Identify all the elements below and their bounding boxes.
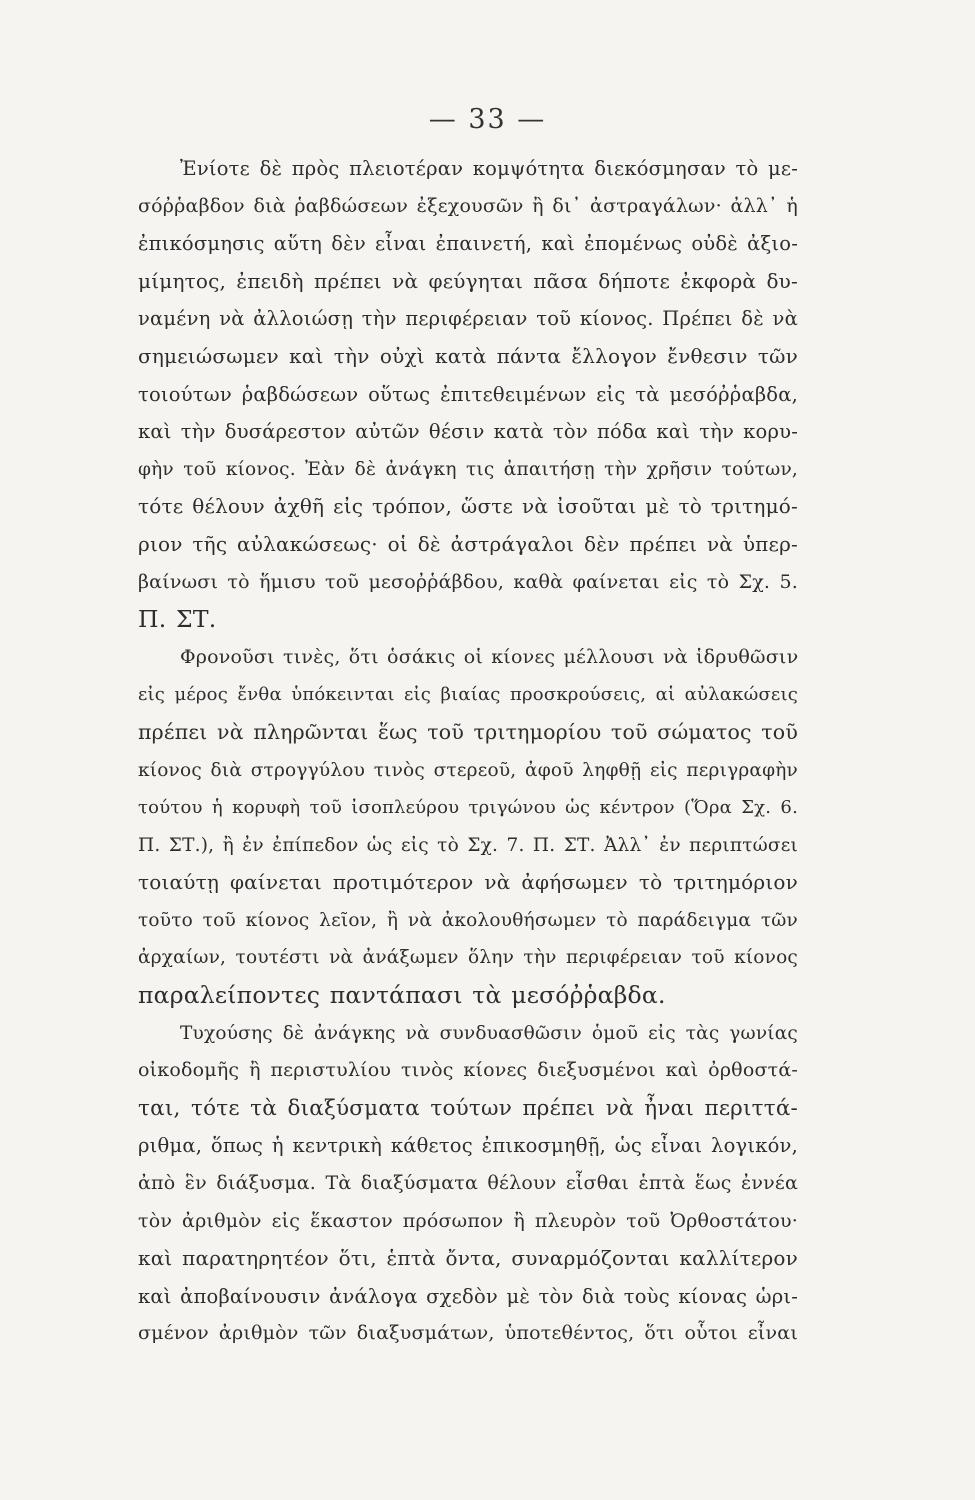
text-line: ἐπικόσμησις αὕτη δὲν εἶναι ἐπαινετή, καὶ ἐπομένως οὐδὲ ἀξιο-: [138, 232, 798, 256]
page-number: — 33 —: [428, 104, 547, 135]
text-line: ριον τῆς αὐλακώσεως· οἱ δὲ ἀστράγαλοι δὲν πρέπει νὰ ὑπερ-: [138, 531, 798, 556]
text-line: καὶ τὴν δυσάρεστον αὐτῶν θέσιν κατὰ τὸν πόδα καὶ τὴν κορυ-: [138, 420, 798, 444]
text-line: καὶ ἀποβαίνουσιν ἀνάλογα σχεδὸν μὲ τὸν διὰ τοὺς κίονας ὡρι-: [138, 1284, 798, 1308]
text-line: τοῦτο τοῦ κίονος λεῖον, ἢ νὰ ἀκολουθήσωμεν τὸ παράδειγμα τῶν: [138, 909, 798, 931]
text-line: οἰκοδομῆς ἢ περιστυλίου τινὸς κίονες διεξυσμένοι καὶ ὀρθοστά-: [138, 1059, 798, 1082]
text-line: Φρονοῦσι τινὲς, ὅτι ὁσάκις οἱ κίονες μέλλουσι νὰ ἱδρυθῶσιν: [180, 645, 799, 668]
paragraph-3: [138, 1015, 798, 1353]
text-line: Π. ΣΤ.: [138, 605, 217, 634]
text-line: ριθμα, ὅπως ἡ κεντρικὴ κάθετος ἐπικοσμηθῇ, ὡς εἶναι λογικόν,: [138, 1134, 798, 1158]
text-line: τοιαύτῃ φαίνεται προτιμότερον νὰ ἀφήσωμεν τὸ τριτημόριον: [138, 870, 798, 895]
text-line: ἀπὸ ἓν διάξυσμα. Τὰ διαξύσματα θέλουν εἶσθαι ἑπτὰ ἕως ἐννέα: [138, 1172, 798, 1195]
paragraph-2: [138, 639, 798, 1015]
text-line: τὸν ἀριθμὸν εἰς ἕκαστον πρόσωπον ἢ πλευρὸν τοῦ Ὀρθοστάτου·: [138, 1209, 798, 1232]
text-line: εἰς μέρος ἔνθα ὑπόκεινται εἰς βιαίας προσκρούσεις, αἱ αὐλακώσεις: [138, 684, 798, 706]
text-line: καὶ παρατηρητέον ὅτι, ἑπτὰ ὄντα, συναρμόζονται καλλίτερον: [138, 1246, 798, 1271]
text-line: σόῤῥαβδον διὰ ῥαβδώσεων ἐξεχουσῶν ἢ δι᾽ ἀστραγάλων· ἀλλ᾽ ἡ: [138, 194, 798, 217]
text-line: σημειώσωμεν καὶ τὴν οὐχὶ κατὰ πάντα ἔλλογον ἔνθεσιν τῶν: [138, 343, 798, 368]
paragraph-1: [138, 150, 798, 639]
text-line: σμένον ἀριθμὸν τῶν διαξυσμάτων, ὑποτεθέντος, ὅτι οὗτοι εἶναι: [138, 1322, 798, 1345]
body-text: [138, 150, 798, 1353]
text-line: ται, τότε τὰ διαξύσματα τούτων πρέπει νὰ ἦναι περιττά-: [138, 1095, 798, 1121]
text-line: τούτου ἡ κορυφὴ τοῦ ἰσοπλεύρου τριγώνου ὡς κέντρον (Ὅρα Σχ. 6.: [138, 797, 798, 819]
text-line: μίμητος, ἐπειδὴ πρέπει νὰ φεύγηται πᾶσα δήποτε ἐκφορὰ δυ-: [138, 268, 798, 293]
text-line: κίονος διὰ στρογγύλου τινὸς στερεοῦ, ἀφοῦ ληφθῇ εἰς περιγραφὴν: [138, 759, 798, 781]
text-line: Ἐνίοτε δὲ πρὸς πλειοτέραν κομψότητα διεκόσμησαν τὸ με-: [180, 157, 798, 180]
text-line: τοιούτων ῥαβδώσεων οὕτως ἐπιτεθειμένων εἰς τὰ μεσόῤῥαβδα,: [138, 382, 798, 406]
text-line: παραλείποντες παντάπασι τὰ μεσόῤῥαβδα.: [138, 981, 666, 1010]
text-line: τότε θέλουν ἀχθῆ εἰς τρόπον, ὥστε νὰ ἰσοῦται μὲ τὸ τριτημό-: [138, 494, 798, 519]
text-line: ἀρχαίων, τουτέστι νὰ ἀνάξωμεν ὅλην τὴν περιφέρειαν τοῦ κίονος: [138, 947, 798, 969]
text-line: πρέπει νὰ πληρῶνται ἕως τοῦ τριτημορίου τοῦ σώματος τοῦ: [138, 719, 798, 744]
text-line: Π. ΣΤ.), ἢ ἐν ἐπίπεδον ὡς εἰς τὸ Σχ. 7. Π. ΣΤ. Ἀλλ᾽ ἐν περιπτώσει: [138, 834, 798, 856]
text-line: φὴν τοῦ κίονος. Ἐὰν δὲ ἀνάγκη τις ἀπαιτήσῃ τὴν χρῆσιν τούτων,: [138, 458, 798, 480]
text-line: βαίνωσι τὸ ἥμισυ τοῦ μεσοῤῥάβδου, καθὰ φαίνεται εἰς τὸ Σχ. 5.: [138, 570, 798, 593]
text-line: ναμένη νὰ ἀλλοιώσῃ τὴν περιφέρειαν τοῦ κίονος. Πρέπει δὲ νὰ: [138, 307, 798, 331]
text-line: Τυχούσης δὲ ἀνάγκης νὰ συνδυασθῶσιν ὁμοῦ εἰς τὰς γωνίας: [180, 1022, 798, 1044]
